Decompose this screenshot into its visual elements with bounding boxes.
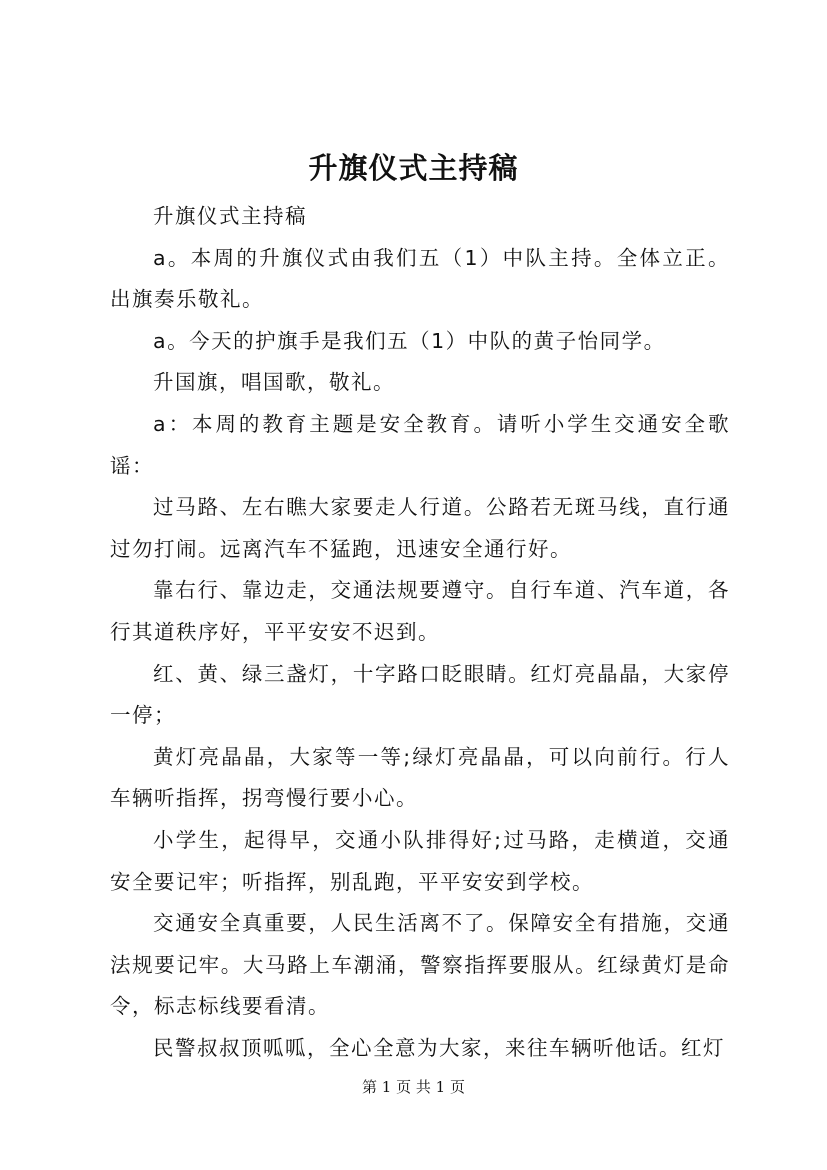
paragraph: 黄灯亮晶晶，大家等一等;绿灯亮晶晶，可以向前行。行人车辆听指挥，拐弯慢行要小心。 [110,744,730,811]
document-body [110,196,730,1069]
page-number-footer: 第 1 页 共 1 页 [362,1078,465,1096]
paragraph: a：本周的教育主题是安全教育。请听小学生交通安全歌谣： [110,411,730,478]
paragraph: 红、黄、绿三盏灯，十字路口眨眼睛。红灯亮晶晶，大家停一停； [110,661,730,728]
paragraph: 升国旗，唱国歌，敬礼。 [153,370,396,395]
paragraph: a。今天的护旗手是我们五（1）中队的黄子怡同学。 [153,328,666,353]
paragraph: 民警叔叔顶呱呱，全心全意为大家，来往车辆听他话。红灯 [153,1035,726,1060]
document-title: 升旗仪式主持稿 [308,151,519,185]
paragraph: 过马路、左右瞧大家要走人行道。公路若无斑马线，直行通过勿打闹。远离汽车不猛跑，迅速安全通行好。 [110,495,730,561]
paragraph: 升旗仪式主持稿 [153,204,308,228]
paragraph: 小学生，起得早，交通小队排得好;过马路，走横道，交通安全要记牢；听指挥，别乱跑，平平安安到学校。 [110,827,730,894]
paragraph: 交通安全真重要，人民生活离不了。保障安全有措施，交通法规要记牢。大马路上车潮涌，警察指挥要服从。红绿黄灯是命令，标志标线要看清。 [110,911,730,1019]
paragraph: a。本周的升旗仪式由我们五（1）中队主持。全体立正。出旗奏乐敬礼。 [110,245,730,312]
paragraph: 靠右行、靠边走，交通法规要遵守。自行车道、汽车道，各行其道秩序好，平平安安不迟到。 [110,578,730,644]
